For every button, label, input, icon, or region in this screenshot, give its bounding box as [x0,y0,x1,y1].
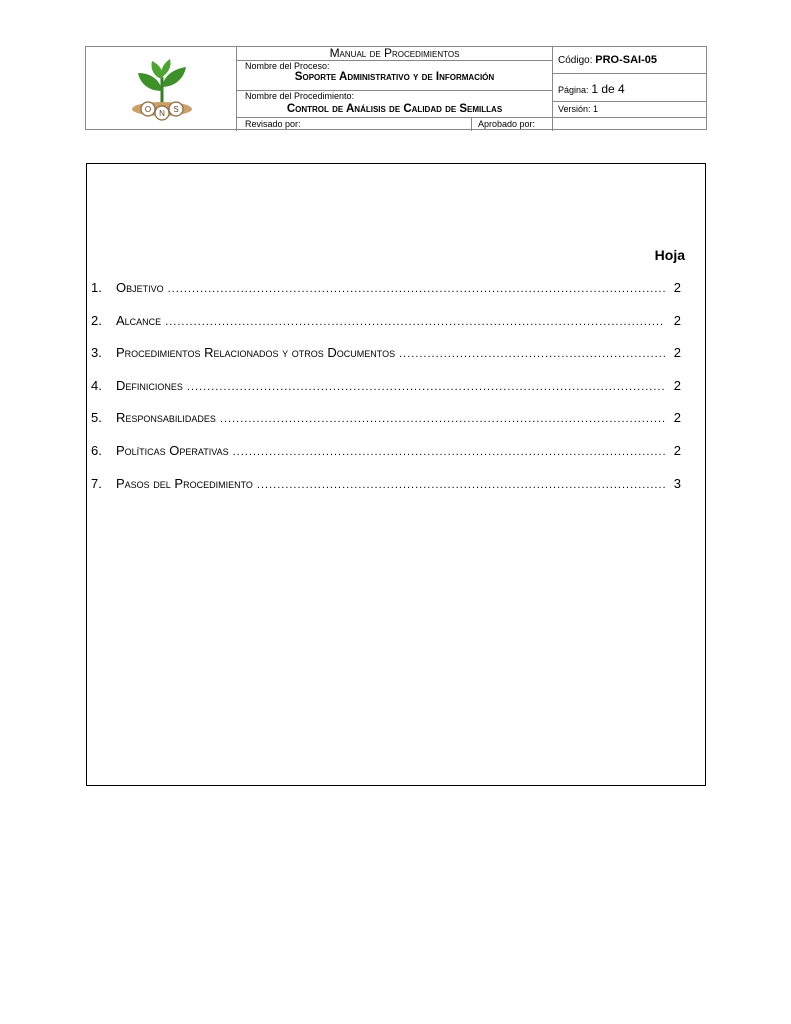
signature-row [86,118,706,131]
toc-leader-dots [399,348,665,360]
page-cell [553,74,707,102]
toc-entry-page: 2 [673,280,681,295]
toc-entry-page: 2 [673,378,681,393]
toc-leader-dots [233,446,665,458]
toc-entry-page: 2 [673,345,681,360]
toc-entry-objetivo[interactable] [91,280,681,298]
code-value: PRO-SAI-05 [595,54,657,66]
toc-entry-title: Alcance [116,313,162,328]
toc-entry-page: 2 [673,313,681,328]
toc-entry-definiciones[interactable] [91,378,681,396]
toc-entry-number: 2. [91,313,102,328]
toc-leader-dots [187,381,665,393]
logo-letter-o: O [144,105,152,114]
toc-entry-politicas-operativas[interactable] [91,443,681,461]
toc-heading: Hoja [654,247,685,263]
toc-entry-page: 3 [673,476,681,491]
toc-entry-number: 6. [91,443,102,458]
toc-entry-page: 2 [673,443,681,458]
toc-entry-number: 1. [91,280,102,295]
document-header [85,46,707,130]
manual-title: Manual de Procedimientos [329,46,460,60]
page-value: 1 de 4 [591,82,625,96]
toc-entry-responsabilidades[interactable] [91,410,681,428]
toc-leader-dots [257,479,665,491]
reviewed-label: Revisado por: [245,119,301,129]
approved-label: Aprobado por: [478,119,536,129]
manual-title-row [237,47,552,61]
procedure-name: Control de Análisis de Calidad de Semillas [286,103,503,115]
toc-leader-dots [220,413,665,425]
process-label: Nombre del Proceso: [245,61,330,71]
toc-entry-title: Pasos del Procedimiento [116,476,253,491]
ons-logo [126,57,198,121]
process-name: Soporte Administrativo y de Información [294,71,495,83]
code-label: Código: [558,55,593,66]
procedure-label: Nombre del Procedimiento: [245,91,355,101]
code-cell [553,47,707,74]
toc-entry-pasos-del-procedimiento[interactable] [91,476,681,494]
toc-entry-number: 3. [91,345,102,360]
table-of-contents [86,163,706,786]
logo-letter-n: N [159,109,165,118]
toc-entry-title: Políticas Operativas [116,443,229,458]
version-label: Versión: 1 [558,104,599,114]
toc-leader-dots [168,283,665,295]
toc-entry-title: Procedimientos Relacionados y otros Documentos [116,345,396,360]
procedure-row [237,91,552,118]
process-row [237,61,552,91]
toc-entry-number: 5. [91,410,102,425]
toc-entry-number: 4. [91,378,102,393]
page-label: Página: [558,85,589,95]
toc-entry-title: Definiciones [116,378,183,393]
toc-entry-procedimientos-relacionados[interactable] [91,345,681,363]
toc-entry-title: Responsabilidades [116,410,216,425]
version-cell [553,102,707,118]
toc-entry-number: 7. [91,476,102,491]
toc-entry-alcance[interactable] [91,313,681,331]
logo-letter-s: S [173,105,179,114]
toc-entry-page: 2 [673,410,681,425]
toc-leader-dots [165,316,665,328]
toc-entry-title: Objetivo [116,280,164,295]
